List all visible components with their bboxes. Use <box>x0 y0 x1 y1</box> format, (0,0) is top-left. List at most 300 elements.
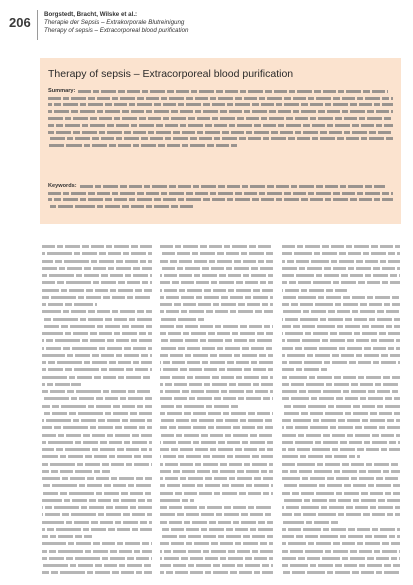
text-line-row <box>282 511 400 518</box>
text-line-row <box>160 316 273 323</box>
summary-first-line <box>48 88 393 95</box>
text-line <box>160 506 273 509</box>
text-line-row <box>42 475 152 482</box>
text-line <box>282 390 400 393</box>
text-line-row <box>42 395 152 402</box>
text-line <box>282 274 400 277</box>
text-line <box>282 281 400 284</box>
text-line <box>42 405 152 408</box>
text-line <box>42 484 152 487</box>
text-line-row <box>282 417 400 424</box>
text-line-row <box>282 519 400 526</box>
text-line <box>160 339 273 342</box>
text-line-row <box>160 265 273 272</box>
text-line-row <box>282 330 400 337</box>
text-line <box>282 361 400 364</box>
text-line-row <box>160 381 273 388</box>
text-line <box>42 571 152 574</box>
text-line-row <box>42 526 152 533</box>
text-line <box>160 564 273 567</box>
text-line <box>42 499 152 502</box>
text-line-row <box>282 497 400 504</box>
text-line <box>282 506 400 509</box>
text-line-row <box>282 446 400 453</box>
text-line-row <box>160 403 273 410</box>
text-line-row <box>282 279 400 286</box>
text-line <box>160 571 273 574</box>
text-line <box>42 325 152 328</box>
text-line <box>42 492 152 495</box>
text-line <box>160 557 273 560</box>
header-title-de: Therapie der Sepsis – Extrakorporale Blutreinigung <box>44 19 185 26</box>
text-line-row <box>42 352 152 359</box>
text-line <box>42 426 152 429</box>
text-line-row <box>42 446 152 453</box>
text-line <box>282 267 400 270</box>
text-line-row <box>42 511 152 518</box>
text-line <box>282 484 400 487</box>
text-line <box>282 571 400 574</box>
text-line <box>160 405 239 408</box>
text-line <box>160 470 273 473</box>
text-line <box>42 557 152 560</box>
text-line <box>42 289 152 292</box>
text-line-row <box>48 122 393 129</box>
text-line <box>42 376 152 379</box>
text-line-row <box>160 540 273 547</box>
text-line <box>160 535 273 538</box>
text-line <box>160 376 273 379</box>
text-line-row <box>42 345 152 352</box>
text-line-row <box>160 352 273 359</box>
text-line-row <box>282 258 400 265</box>
text-line <box>282 542 400 545</box>
text-line-row <box>42 461 152 468</box>
text-line <box>282 441 400 444</box>
text-line <box>42 513 152 516</box>
text-line-row <box>42 337 152 344</box>
text-line <box>282 318 400 321</box>
text-line <box>160 419 273 422</box>
text-line <box>48 117 393 120</box>
text-line-row <box>160 432 273 439</box>
text-line <box>42 477 152 480</box>
text-line <box>42 463 152 466</box>
text-line-row <box>282 468 400 475</box>
text-line <box>160 332 273 335</box>
abstract-box <box>40 58 401 224</box>
text-line <box>42 550 152 553</box>
text-line-row <box>42 432 152 439</box>
text-line <box>48 205 193 208</box>
text-line <box>160 499 194 502</box>
text-line-row <box>48 136 393 143</box>
text-line-row <box>282 265 400 272</box>
text-line-row <box>160 461 273 468</box>
text-line <box>282 557 400 560</box>
text-line <box>282 260 400 263</box>
text-line <box>282 492 400 495</box>
text-line-row <box>160 345 273 352</box>
text-line-row <box>282 548 400 555</box>
text-line-row <box>282 374 400 381</box>
text-line <box>160 542 273 545</box>
text-line-row <box>282 316 400 323</box>
text-line-row <box>42 548 152 555</box>
text-line <box>160 492 273 495</box>
text-line-row <box>282 432 400 439</box>
text-line-row <box>42 519 152 526</box>
text-line <box>160 318 205 321</box>
text-line <box>42 528 152 531</box>
text-line-row <box>160 475 273 482</box>
text-line-row <box>42 468 152 475</box>
text-line-row <box>48 142 393 149</box>
text-line <box>282 528 400 531</box>
text-line-row <box>42 424 152 431</box>
text-line-row <box>42 410 152 417</box>
text-line-row <box>42 265 152 272</box>
text-line-row <box>282 352 400 359</box>
text-line <box>282 339 400 342</box>
text-line <box>42 361 152 364</box>
text-line <box>42 542 152 545</box>
text-line-row <box>160 359 273 366</box>
text-line-row <box>160 395 273 402</box>
text-line <box>42 260 152 263</box>
header-authors: Borgstedt, Bracht, Wilske et al.: <box>44 11 138 18</box>
text-line-row <box>160 569 273 576</box>
text-line-row <box>282 540 400 547</box>
text-line <box>160 296 273 299</box>
text-line <box>42 245 152 248</box>
text-line <box>282 499 400 502</box>
text-line <box>160 310 273 313</box>
text-line-row <box>282 337 400 344</box>
text-line-row <box>42 555 152 562</box>
text-line-row <box>282 243 400 250</box>
text-line-row <box>42 279 152 286</box>
text-line <box>282 397 400 400</box>
text-line <box>160 368 273 371</box>
text-line-row <box>160 482 273 489</box>
text-line <box>160 434 273 437</box>
text-line-row <box>42 308 152 315</box>
text-line-row <box>282 424 400 431</box>
text-line-row <box>282 366 400 373</box>
text-line-row <box>160 468 273 475</box>
text-line <box>48 131 393 134</box>
body-column-3 <box>282 243 400 577</box>
text-line <box>282 513 400 516</box>
text-line-row <box>48 197 393 204</box>
text-line-row <box>42 374 152 381</box>
text-line-row <box>48 95 393 102</box>
text-line-row <box>282 562 400 569</box>
text-line <box>160 383 273 386</box>
text-line <box>48 137 393 140</box>
text-line <box>282 412 400 415</box>
text-line-row <box>160 417 273 424</box>
text-line <box>48 97 393 100</box>
text-line-row <box>160 323 273 330</box>
text-line <box>160 441 273 444</box>
text-line-row <box>160 410 273 417</box>
text-line <box>282 347 400 350</box>
text-line-row <box>48 129 393 136</box>
text-line-row <box>42 439 152 446</box>
text-line-row <box>160 287 273 294</box>
text-line <box>282 521 339 524</box>
text-line-row <box>42 243 152 250</box>
text-line-row <box>282 504 400 511</box>
text-line-row <box>48 108 393 115</box>
text-line-row <box>282 439 400 446</box>
text-line-row <box>282 555 400 562</box>
text-line-row <box>48 203 393 210</box>
text-line-row <box>160 243 273 250</box>
text-line <box>282 383 400 386</box>
text-line-row <box>160 258 273 265</box>
text-line-row <box>282 308 400 315</box>
text-line-row <box>160 301 273 308</box>
text-line-row <box>282 272 400 279</box>
text-line <box>282 376 400 379</box>
text-line-row <box>160 250 273 257</box>
text-line-row <box>160 308 273 315</box>
body-column-1 <box>42 243 152 577</box>
summary-label: Summary: <box>48 88 76 94</box>
text-line <box>160 347 273 350</box>
text-line <box>282 354 400 357</box>
text-line-row <box>282 482 400 489</box>
text-line-row <box>160 272 273 279</box>
text-line-row <box>42 366 152 373</box>
text-line <box>160 477 273 480</box>
text-line <box>42 303 97 306</box>
text-line <box>160 426 273 429</box>
running-header <box>44 11 244 35</box>
text-line-row <box>42 569 152 576</box>
text-line-row <box>42 490 152 497</box>
text-line-row <box>42 417 152 424</box>
text-line-row <box>42 272 152 279</box>
text-line <box>282 310 400 313</box>
text-line <box>80 185 385 188</box>
text-line-row <box>160 439 273 446</box>
text-line-row <box>282 359 400 366</box>
text-line-row <box>282 388 400 395</box>
text-line <box>160 289 273 292</box>
text-line-row <box>42 504 152 511</box>
text-line <box>160 361 273 364</box>
text-line <box>42 412 152 415</box>
text-line <box>282 448 400 451</box>
text-line-row <box>160 294 273 301</box>
text-line <box>42 252 152 255</box>
text-line <box>160 354 273 357</box>
text-line <box>160 245 273 248</box>
text-line-row <box>42 250 152 257</box>
text-line-row <box>160 453 273 460</box>
text-line-row <box>282 475 400 482</box>
text-line <box>160 274 273 277</box>
text-line <box>48 192 393 195</box>
text-line-row <box>160 562 273 569</box>
text-line <box>160 281 273 284</box>
text-line <box>42 354 152 357</box>
keywords-label: Keywords: <box>48 183 77 189</box>
text-line <box>282 535 400 538</box>
text-line-row <box>282 395 400 402</box>
text-line-row <box>48 102 393 109</box>
text-line-row <box>160 424 273 431</box>
text-line <box>42 448 152 451</box>
text-line-row <box>160 279 273 286</box>
text-line-row <box>42 381 152 388</box>
text-line <box>282 455 360 458</box>
text-line <box>42 332 152 335</box>
text-line <box>160 390 273 393</box>
text-line <box>160 397 273 400</box>
text-line <box>282 245 400 248</box>
text-line <box>42 274 152 277</box>
text-line-row <box>282 301 400 308</box>
text-line <box>48 110 393 113</box>
text-line <box>282 419 400 422</box>
text-line-row <box>160 548 273 555</box>
text-line-row <box>282 323 400 330</box>
text-line-row <box>282 490 400 497</box>
text-line <box>42 339 152 342</box>
text-line-row <box>42 540 152 547</box>
text-line <box>160 448 273 451</box>
text-line <box>42 441 152 444</box>
text-line <box>48 144 238 147</box>
keywords-first-line <box>48 183 393 190</box>
text-line-row <box>160 526 273 533</box>
text-line <box>282 405 400 408</box>
text-line-row <box>160 490 273 497</box>
text-line <box>48 103 393 106</box>
text-line-row <box>160 366 273 373</box>
text-line <box>160 513 273 516</box>
text-line <box>42 419 152 422</box>
text-line-row <box>48 115 393 122</box>
text-line-row <box>160 330 273 337</box>
text-line-row <box>42 533 152 540</box>
text-line <box>78 90 388 93</box>
text-line <box>42 535 92 538</box>
text-line <box>42 434 152 437</box>
text-line-row <box>160 388 273 395</box>
text-line-row <box>42 388 152 395</box>
text-line-row <box>282 461 400 468</box>
text-line <box>42 318 152 321</box>
text-line <box>42 310 152 313</box>
text-line <box>282 426 400 429</box>
text-line <box>160 252 273 255</box>
text-line-row <box>282 410 400 417</box>
text-line <box>42 267 152 270</box>
text-line-row <box>282 453 400 460</box>
text-line-row <box>282 345 400 352</box>
abstract-title: Therapy of sepsis – Extracorporeal blood purification <box>48 68 294 80</box>
text-line-row <box>42 359 152 366</box>
text-line-row <box>42 323 152 330</box>
text-line-row <box>160 555 273 562</box>
text-line <box>42 397 152 400</box>
text-line <box>160 412 273 415</box>
text-line <box>42 470 110 473</box>
text-line <box>160 528 273 531</box>
text-line <box>42 383 81 386</box>
text-line <box>160 267 273 270</box>
header-divider <box>37 10 38 40</box>
text-line <box>160 455 273 458</box>
text-line-row <box>282 569 400 576</box>
text-line-row <box>42 453 152 460</box>
text-line <box>282 470 400 473</box>
text-line <box>282 463 400 466</box>
text-line <box>160 521 273 524</box>
body-column-2 <box>160 243 273 577</box>
text-line <box>42 521 152 524</box>
text-line-row <box>42 403 152 410</box>
text-line-row <box>42 301 152 308</box>
text-line <box>282 368 327 371</box>
text-line-row <box>160 511 273 518</box>
text-line <box>160 550 273 553</box>
text-line-row <box>282 403 400 410</box>
text-line-row <box>42 562 152 569</box>
text-line <box>160 303 273 306</box>
text-line <box>42 564 152 567</box>
text-line <box>282 303 400 306</box>
text-line-row <box>282 533 400 540</box>
text-line-row <box>282 381 400 388</box>
text-line-row <box>160 446 273 453</box>
text-line-row <box>42 287 152 294</box>
text-line-row <box>42 330 152 337</box>
text-line <box>160 484 273 487</box>
text-line <box>42 296 152 299</box>
text-line <box>282 564 400 567</box>
text-line-row <box>160 519 273 526</box>
text-line <box>48 198 393 201</box>
summary-block <box>48 88 393 149</box>
text-line <box>282 434 400 437</box>
text-line <box>282 296 400 299</box>
text-line-row <box>160 504 273 511</box>
text-line <box>48 124 393 127</box>
text-line-row <box>42 497 152 504</box>
text-line-row <box>282 294 400 301</box>
text-line-row <box>48 190 393 197</box>
text-line-row <box>282 526 400 533</box>
text-line <box>282 550 400 553</box>
text-line-row <box>282 287 400 294</box>
text-line <box>42 281 152 284</box>
text-line-row <box>42 316 152 323</box>
text-line <box>160 463 273 466</box>
text-line-row <box>42 482 152 489</box>
keywords-block <box>48 183 393 210</box>
text-line <box>282 332 400 335</box>
text-line <box>282 252 400 255</box>
text-line-row <box>42 294 152 301</box>
text-line <box>42 455 152 458</box>
